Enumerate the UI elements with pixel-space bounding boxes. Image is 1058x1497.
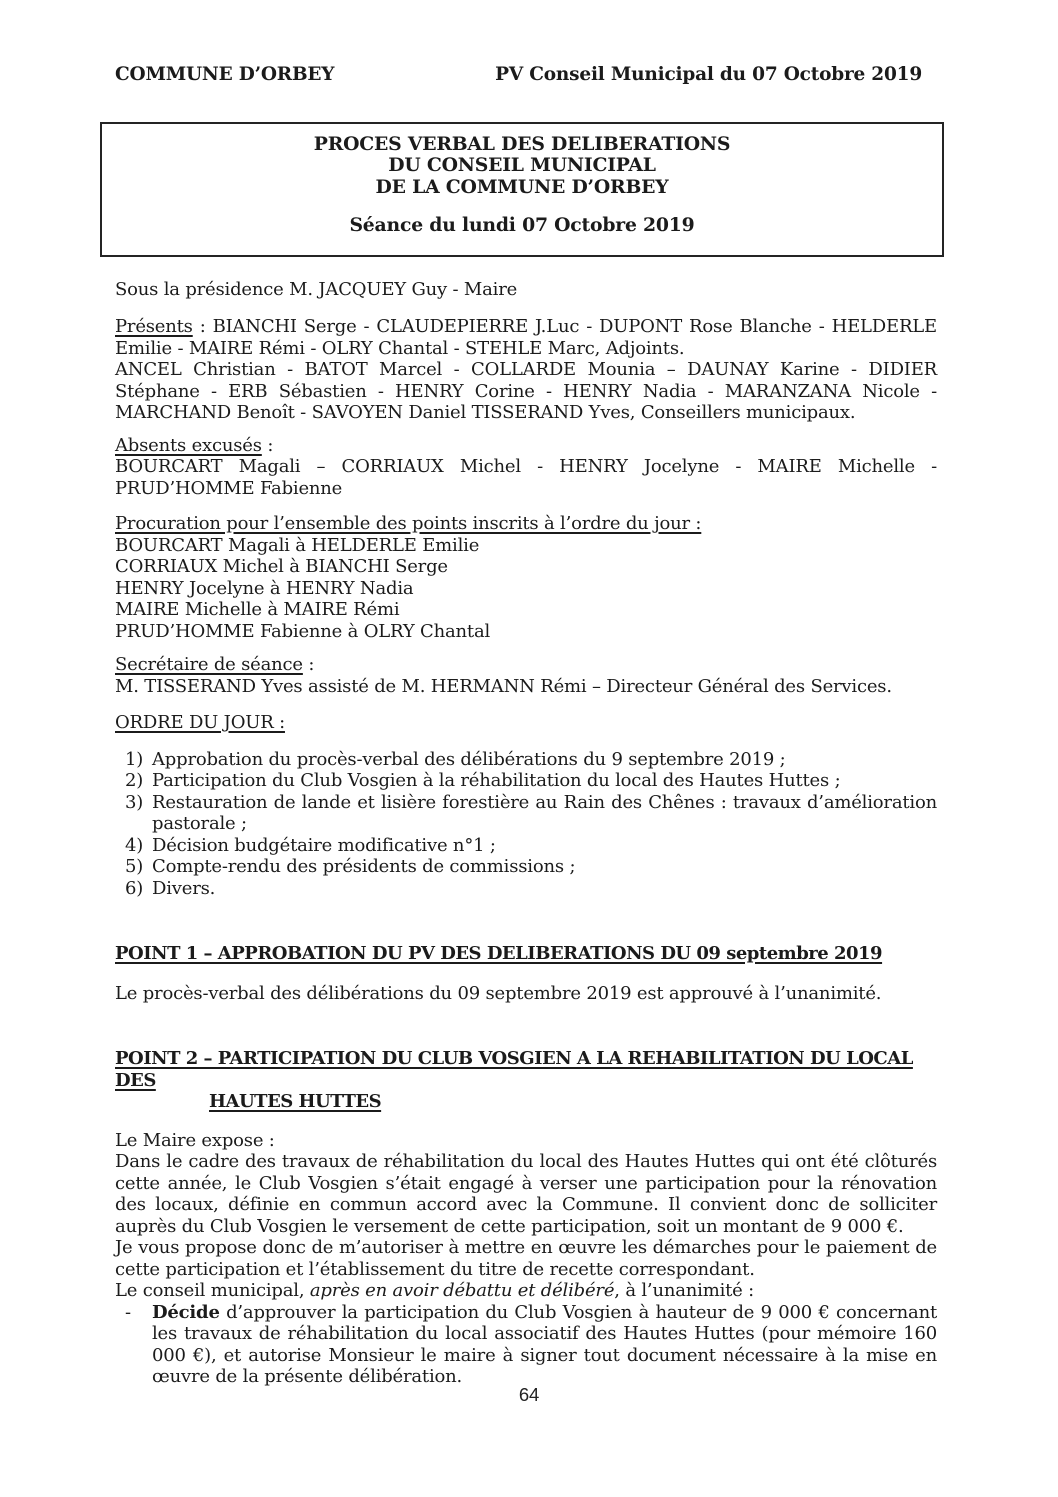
point1-body: Le procès-verbal des délibérations du 09 septembre 2019 est approuvé à l’unanimité.	[115, 982, 882, 1004]
presents-paragraph	[115, 316, 937, 359]
decide-dash-marker: -	[125, 1301, 131, 1323]
agenda-item	[115, 792, 937, 835]
agenda-item	[115, 770, 937, 792]
ordre-du-jour-label: ORDRE DU JOUR :	[115, 712, 285, 733]
secretaire-label: Secrétaire de séance	[115, 654, 303, 675]
document-body	[115, 279, 937, 1388]
decide-text-block	[152, 1302, 937, 1388]
expose-label: Le Maire expose :	[115, 1129, 275, 1151]
decide-item	[115, 1302, 937, 1388]
agenda-item-text: Compte-rendu des présidents de commissions ;	[152, 856, 576, 877]
decision-italic-text: après en avoir débattu et délibéré	[309, 1280, 615, 1301]
point2-paragraph-2: Je vous propose donc de m’autoriser à mettre en œuvre les démarches pour le paiement de cette participation et l’établissement du titre de recette correspondant.	[115, 1237, 937, 1280]
agenda-item-number: 1)	[125, 748, 144, 770]
procuration-item: CORRIAUX Michel à BIANCHI Serge	[115, 556, 448, 577]
point2-heading-line1-wrap	[115, 1048, 937, 1091]
agenda-item-number: 6)	[125, 877, 144, 899]
point1-heading-text: POINT 1 – APPROBATION DU PV DES DELIBERATIONS DU 09 septembre 2019	[115, 943, 883, 964]
agenda-item-number: 3)	[125, 791, 144, 813]
title-line-1: PROCES VERBAL DES DELIBERATIONS	[313, 132, 731, 155]
secretaire-label-line	[115, 654, 937, 676]
agenda-item-text: Divers.	[152, 877, 216, 899]
procuration-item: HENRY Jocelyne à HENRY Nadia	[115, 577, 414, 599]
page-header	[115, 64, 922, 86]
procuration-label: Procuration pour l’ensemble des points inscrits à l’ordre du jour :	[115, 513, 702, 534]
presents-label: Présents	[115, 316, 193, 337]
point2-heading-line2-wrap	[209, 1091, 937, 1113]
page-number: 64	[518, 1384, 540, 1405]
agenda-item-number: 5)	[125, 856, 144, 877]
agenda-item-number: 4)	[125, 834, 144, 856]
agenda-item-text: Approbation du procès-verbal des délibérations du 9 septembre 2019 ;	[152, 748, 786, 770]
ordre-du-jour-label-line	[115, 712, 937, 734]
decision-suffix: , à l’unanimité :	[614, 1280, 755, 1301]
decision-intro-line	[115, 1280, 937, 1302]
agenda-item-text: Participation du Club Vosgien à la réhabilitation du local des Hautes Huttes ;	[152, 770, 841, 791]
header-meeting-label: PV Conseil Municipal du 07 Octobre 2019	[495, 64, 922, 85]
procuration-item: BOURCART Magali à HELDERLE Emilie	[115, 534, 480, 556]
presidence-line: Sous la présidence M. JACQUEY Guy - Maire	[115, 278, 518, 300]
agenda-item	[115, 878, 937, 900]
presents-conseillers-text: ANCEL Christian - BATOT Marcel - COLLARDE Mounia – DAUNAY Karine - DIDIER Stéphane - ERB Sébastien - HENRY Corine - HENRY Nadia - MARANZANA Nicole - MARCHAND Benoît - SAVOYEN Daniel TISSERAND Yves, Conseillers municipaux.	[115, 359, 937, 423]
procuration-item: PRUD’HOMME Fabienne à OLRY Chantal	[115, 620, 491, 642]
point2-heading-line2: HAUTES HUTTES	[209, 1091, 382, 1112]
session-date-line: Séance du lundi 07 Octobre 2019	[349, 214, 695, 236]
decision-prefix: Le conseil municipal,	[115, 1280, 310, 1301]
absents-label: Absents excusés	[115, 434, 262, 456]
procuration-label-line	[115, 513, 937, 535]
absents-label-line	[115, 435, 937, 457]
point2-heading-line1: POINT 2 – PARTICIPATION DU CLUB VOSGIEN A LA REHABILITATION DU LOCAL DES	[115, 1048, 913, 1091]
absents-names-text: BOURCART Magali – CORRIAUX Michel - HENRY Jocelyne - MAIRE Michelle - PRUD’HOMME Fabienne	[115, 456, 937, 499]
point1-heading	[115, 943, 937, 965]
secretaire-text: M. TISSERAND Yves assisté de M. HERMANN Rémi – Directeur Général des Services.	[115, 675, 892, 697]
agenda-item	[115, 749, 937, 771]
procuration-list	[115, 535, 937, 643]
agenda-item-number: 2)	[125, 770, 144, 791]
agenda-item	[115, 856, 937, 878]
title-line-2: DU CONSEIL MUNICIPAL	[388, 154, 656, 176]
header-commune-label: COMMUNE D’ORBEY	[115, 64, 335, 85]
point2-heading	[115, 1048, 937, 1113]
title-line-3: DE LA COMMUNE D’ORBEY	[375, 175, 669, 198]
agenda-item-text: Décision budgétaire modificative n°1 ;	[152, 834, 496, 856]
title-box	[100, 122, 944, 257]
decide-bold-word: Décide	[152, 1301, 220, 1323]
presents-separator: :	[192, 316, 213, 337]
secretaire-separator: :	[302, 654, 315, 675]
decide-body-text: d’approuver la participation du Club Vosgien à hauteur de 9 000 € concernant les travaux de réhabilitation du local associatif des Hautes Huttes (pour mémoire 160 000 €), et autorise Monsieur le maire à signer tout document nécessaire à la mise en œuvre de la présente délibération.	[152, 1301, 937, 1387]
procuration-item: MAIRE Michelle à MAIRE Rémi	[115, 599, 400, 620]
absents-separator: :	[261, 434, 274, 456]
agenda-item	[115, 835, 937, 857]
point2-paragraph-1: Dans le cadre des travaux de réhabilitation du local des Hautes Huttes qui ont été clôturés cette année, le Club Vosgien s’était engagé à verser une participation pour la rénovation des locaux, définie en commun accord avec la Commune. Il convient donc de solliciter auprès du Club Vosgien le versement de cette participation, soit un montant de 9 000 €.	[115, 1151, 937, 1237]
agenda-list	[115, 749, 937, 900]
agenda-item-text: Restauration de lande et lisière forestière au Rain des Chênes : travaux d’amélioration pastorale ;	[152, 791, 937, 834]
presents-adjoints-text: BIANCHI Serge - CLAUDEPIERRE J.Luc - DUPONT Rose Blanche - HELDERLE Emilie - MAIRE Rémi - OLRY Chantal - STEHLE Marc, Adjoints.	[115, 316, 937, 359]
